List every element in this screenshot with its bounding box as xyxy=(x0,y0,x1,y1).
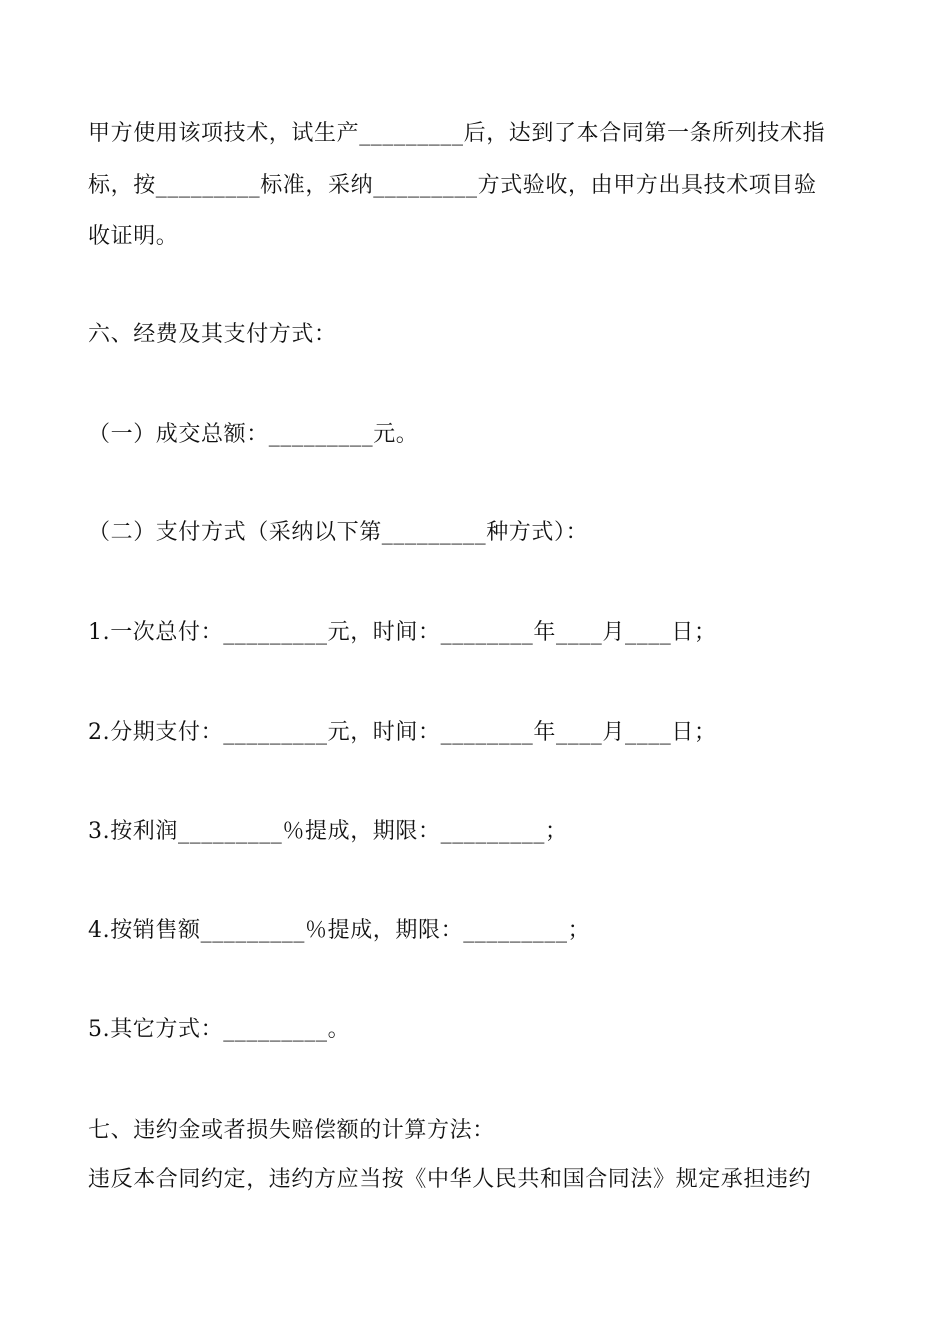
section-6-heading: 六、经费及其支付方式： xyxy=(88,322,337,347)
total-amount-line: （一）成交总额：_________元。 xyxy=(88,422,419,447)
payment-option-5: 5.其它方式：_________。 xyxy=(88,1017,351,1042)
acceptance-line-3: 收证明。 xyxy=(88,224,179,249)
payment-option-2: 2.分期支付：_________元，时间：________年____月____日； xyxy=(88,720,717,745)
payment-method-line: （二）支付方式（采纳以下第_________种方式）： xyxy=(88,520,589,545)
section-7-body: 违反本合同约定，违约方应当按《中华人民共和国合同法》规定承担违约 xyxy=(88,1167,812,1192)
acceptance-line-2: 标，按_________标准，采纳_________方式验收，由甲方出具技术项目验 xyxy=(88,173,817,198)
payment-option-4: 4.按销售额_________％提成，期限：_________； xyxy=(88,918,591,943)
payment-option-1: 1.一次总付：_________元，时间：________年____月____日； xyxy=(88,620,717,645)
acceptance-line-1: 甲方使用该项技术，试生产_________后，达到了本合同第一条所列技术指 xyxy=(88,121,826,146)
section-7-heading: 七、违约金或者损失赔偿额的计算方法： xyxy=(88,1118,495,1143)
payment-option-3: 3.按利润_________％提成，期限：_________； xyxy=(88,819,568,844)
